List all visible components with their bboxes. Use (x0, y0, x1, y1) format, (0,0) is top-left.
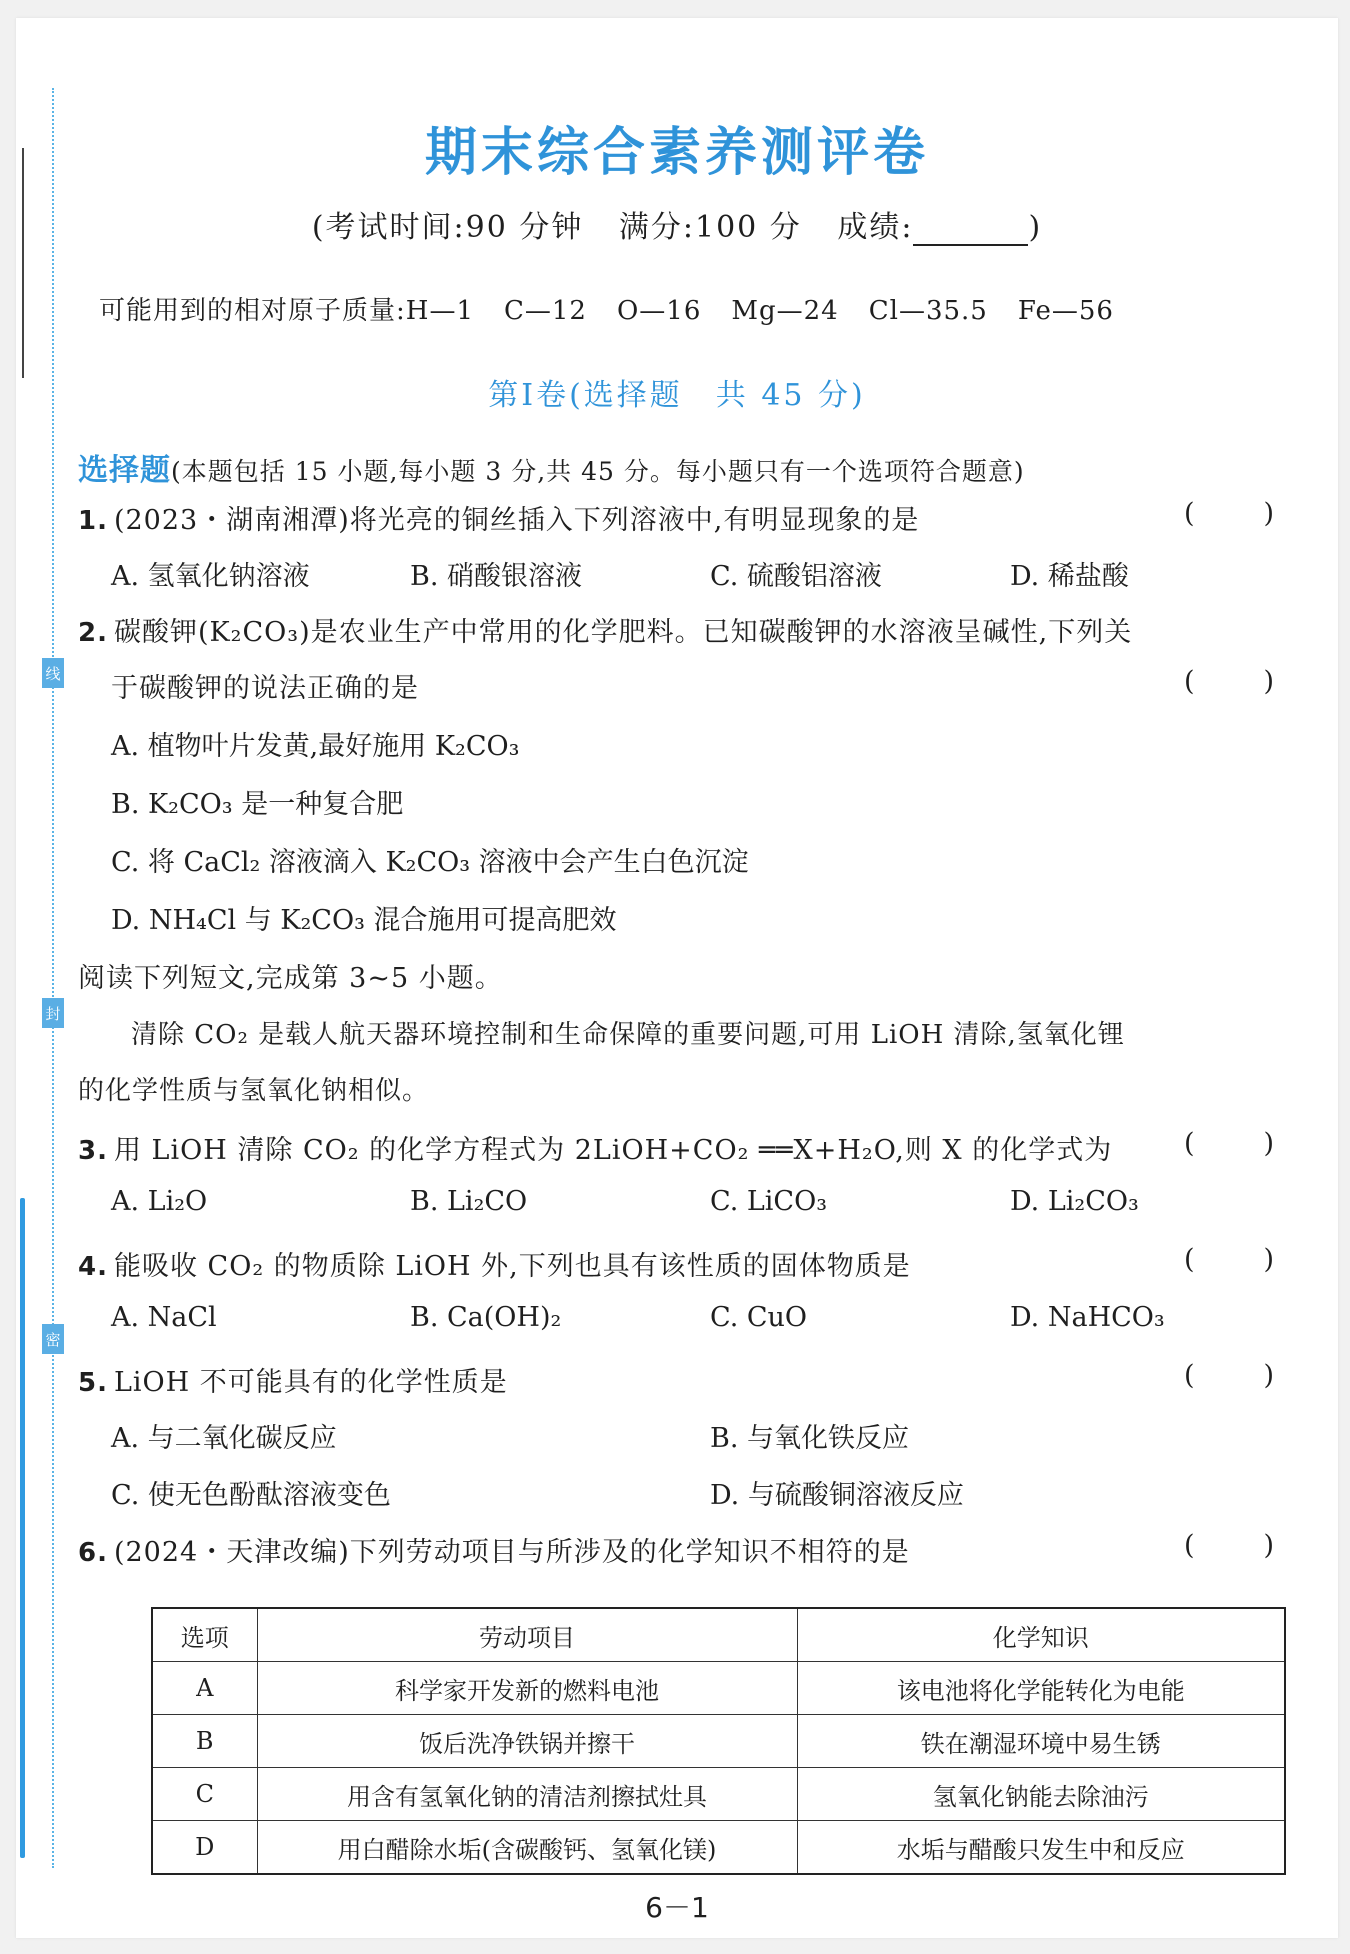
mass-h: H—1 (405, 296, 474, 326)
q4-option-c: C. CuO (710, 1302, 808, 1333)
table-cell-knowledge: 铁在潮湿环境中易生锈 (797, 1715, 1285, 1768)
exam-info (16, 202, 1338, 246)
question-5 (78, 1360, 508, 1399)
q5-answer-blank[interactable] (1184, 1360, 1274, 1391)
table-cell-knowledge: 水垢与醋酸只发生中和反应 (797, 1821, 1285, 1875)
grade-blank[interactable] (913, 218, 1028, 246)
q1-option-a: A. 氢氧化钠溶液 (111, 561, 310, 592)
q5-option-a: A. 与二氧化碳反应 (111, 1423, 337, 1454)
paren-right: ) (1263, 1360, 1274, 1391)
q4-number: 4. (78, 1252, 108, 1282)
q6-number: 6. (78, 1538, 108, 1568)
paren-left: ( (1184, 1530, 1195, 1561)
binding-mark-mi: 密 (42, 1324, 64, 1354)
q4-option-d: D. NaHCO₃ (1010, 1302, 1165, 1333)
section-title: 第Ⅰ卷(选择题 共 45 分) (488, 378, 866, 413)
q4-text: 能吸收 CO₂ 的物质除 LiOH 外,下列也具有该性质的固体物质是 (113, 1251, 911, 1282)
table-row (152, 1662, 1285, 1715)
q1-text: (2023・湖南湘潭)将光亮的铜丝插入下列溶液中,有明显现象的是 (113, 505, 920, 536)
mass-fe: Fe—56 (1017, 296, 1114, 326)
choice-instructions: (本题包括 15 小题,每小题 3 分,共 45 分。每小题只有一个选项符合题意) (171, 457, 1025, 486)
table-cell-option: A (152, 1662, 257, 1715)
paren-right: ) (1263, 1244, 1274, 1275)
q5-option-c: C. 使无色酚酞溶液变色 (111, 1480, 391, 1511)
full-score: 满分:100 分 (618, 210, 802, 245)
table-header-row (152, 1608, 1285, 1662)
q4-answer-blank[interactable] (1184, 1244, 1274, 1275)
paren-left: ( (1184, 666, 1195, 697)
q6-answer-blank[interactable] (1184, 1530, 1274, 1561)
atomic-masses-label: 可能用到的相对原子质量: (99, 296, 406, 326)
q3-option-c: C. LiCO₃ (710, 1186, 828, 1217)
paren-right: ) (1263, 498, 1274, 529)
table-row (152, 1768, 1285, 1821)
q1-answer-blank[interactable] (1184, 498, 1274, 529)
choice-heading: 选择题 (78, 453, 171, 488)
q3-number: 3. (78, 1136, 108, 1166)
table-cell-labor: 用含有氢氧化钠的清洁剂擦拭灶具 (257, 1768, 797, 1821)
grade-label: 成绩: (837, 210, 914, 245)
table-header-option: 选项 (152, 1608, 257, 1662)
exam-page (16, 18, 1338, 1938)
table-cell-labor: 科学家开发新的燃料电池 (257, 1662, 797, 1715)
paren-left: ( (1184, 1360, 1195, 1391)
paren-right: ) (1263, 1530, 1274, 1561)
paren-left: ( (1184, 1244, 1195, 1275)
question-6 (78, 1530, 910, 1569)
grade-field (837, 210, 1042, 245)
mass-o: O—16 (616, 296, 702, 326)
q1-option-d: D. 稀盐酸 (1010, 561, 1129, 592)
page-number: 6－1 (645, 1891, 709, 1924)
paren-right: ) (1263, 1128, 1274, 1159)
q2-option-b: B. K₂CO₃ 是一种复合肥 (111, 789, 404, 820)
q3-answer-blank[interactable] (1184, 1128, 1274, 1159)
q5-option-d: D. 与硫酸铜溶液反应 (710, 1480, 964, 1511)
table-cell-knowledge: 氢氧化钠能去除油污 (797, 1768, 1285, 1821)
q1-number: 1. (78, 506, 108, 536)
table-cell-option: B (152, 1715, 257, 1768)
table-header-labor: 劳动项目 (257, 1608, 797, 1662)
q4-option-b: B. Ca(OH)₂ (410, 1302, 562, 1333)
binding-dotted-line (52, 88, 54, 1868)
exam-time: (考试时间:90 分钟 (311, 210, 584, 245)
passage-intro: 阅读下列短文,完成第 3~5 小题。 (78, 963, 503, 994)
q3-option-a: A. Li₂O (111, 1186, 208, 1217)
q2-text-line2: 于碳酸钾的说法正确的是 (111, 673, 419, 704)
q5-option-b: B. 与氧化铁反应 (710, 1423, 910, 1454)
mass-c: C—12 (503, 296, 587, 326)
question-4 (78, 1244, 911, 1283)
table-row (152, 1715, 1285, 1768)
edge-color-strip (20, 1198, 25, 1858)
table-cell-option: C (152, 1768, 257, 1821)
table-cell-knowledge: 该电池将化学能转化为电能 (797, 1662, 1285, 1715)
paren-left: ( (1184, 1128, 1195, 1159)
q2-text-line1: 碳酸钾(K₂CO₃)是农业生产中常用的化学肥料。已知碳酸钾的水溶液呈碱性,下列关 (113, 617, 1133, 648)
q3-option-b: B. Li₂CO (410, 1186, 528, 1217)
mass-mg: Mg—24 (731, 296, 839, 326)
choice-heading-line (78, 445, 1025, 489)
table-cell-labor: 饭后洗净铁锅并擦干 (257, 1715, 797, 1768)
question-2-line1 (78, 610, 1132, 649)
passage-line2: 的化学性质与氢氧化钠相似。 (78, 1076, 430, 1106)
page-title: 期末综合素养测评卷 (424, 123, 929, 183)
passage-line1: 清除 CO₂ 是载人航天器环境控制和生命保障的重要问题,可用 LiOH 清除,氢氧化锂 (131, 1020, 1125, 1050)
q5-text: LiOH 不可能具有的化学性质是 (113, 1367, 508, 1398)
q2-option-c: C. 将 CaCl₂ 溶液滴入 K₂CO₃ 溶液中会产生白色沉淀 (111, 847, 749, 878)
q6-table (151, 1607, 1286, 1875)
question-1 (78, 498, 919, 537)
q2-number: 2. (78, 618, 108, 648)
paren-right: ) (1263, 666, 1274, 697)
q3-text: 用 LiOH 清除 CO₂ 的化学方程式为 2LiOH+CO₂ ══X+H₂O,则 X 的化学式为 (113, 1135, 1113, 1166)
table-row (152, 1821, 1285, 1875)
q3-option-d: D. Li₂CO₃ (1010, 1186, 1139, 1217)
binding-mark-feng: 封 (42, 998, 64, 1028)
paren-left: ( (1184, 498, 1195, 529)
q5-number: 5. (78, 1368, 108, 1398)
atomic-masses (99, 290, 1144, 327)
q2-option-d: D. NH₄Cl 与 K₂CO₃ 混合施用可提高肥效 (111, 905, 617, 936)
info-close-paren: ) (1028, 210, 1043, 245)
question-3 (78, 1128, 1112, 1167)
table-cell-labor: 用白醋除水垢(含碳酸钙、氢氧化镁) (257, 1821, 797, 1875)
q4-option-a: A. NaCl (111, 1302, 217, 1333)
q6-text: (2024・天津改编)下列劳动项目与所涉及的化学知识不相符的是 (113, 1537, 910, 1568)
binding-mark-xian: 线 (42, 658, 64, 688)
mass-cl: Cl—35.5 (868, 296, 988, 326)
table-cell-option: D (152, 1821, 257, 1875)
q1-option-b: B. 硝酸银溶液 (410, 561, 583, 592)
q1-option-c: C. 硫酸铝溶液 (710, 561, 882, 592)
table-header-knowledge: 化学知识 (797, 1608, 1285, 1662)
q2-answer-blank[interactable] (1184, 666, 1274, 697)
q2-option-a: A. 植物叶片发黄,最好施用 K₂CO₃ (111, 731, 520, 762)
